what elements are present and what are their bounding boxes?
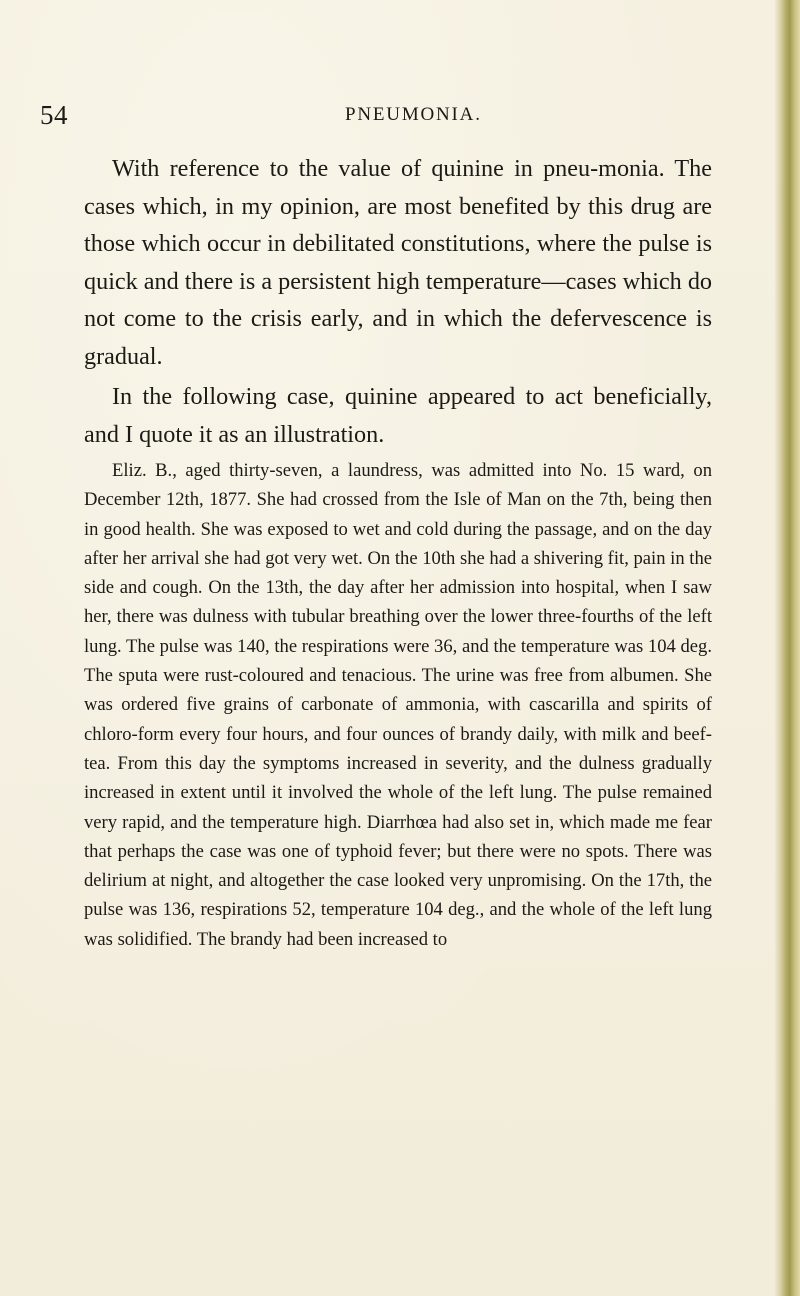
page-binding-edge: [774, 0, 800, 1296]
running-head: PNEUMONIA.: [345, 104, 482, 125]
paragraph-quinine-value: With reference to the value of quinine in pneu-monia. The cases which, in my opinion, are most benefited by this drug are those which occur in debilitated constitutions, where the pulse is quick and there is a persistent high temperature—cases which do not come to the crisis early, and in which the defervescence is gradual.: [84, 155, 713, 370]
paragraph-case-intro: In the following case, quinine appeared to act beneficially, and I quote it as an illustration.: [84, 383, 712, 448]
page-number: 54: [40, 100, 68, 130]
page-header: [40, 100, 740, 134]
paragraph-case-report: Eliz. B., aged thirty-seven, a laundress, was admitted into No. 15 ward, on December 12th, 1877. She had crossed from the Isle of Man on the 7th, being then in good health. She was exposed to wet and cold during the passage, and on the day after her arrival she had got very wet. On the 10th she had a shivering fit, pain in the side and cough. On the 13th, the day after her admission into hospital, when I saw her, there was dulness with tubular breathing over the lower three-fourths of the left lung. The pulse was 140, the respirations were 36, and the temperature was 104 deg. The sputa were rust-coloured and tenacious. The urine was free from albumen. She was ordered five grains of carbonate of ammonia, with cascarilla and spirits of chloro-form every four hours, and four ounces of brandy daily, with milk and beef-tea. From this day the symptoms increased in severity, and the dulness gradually increased in extent until it involved the whole of the left lung. The pulse remained very rapid, and the temperature high. Diarrhœa had also set in, which made me fear that perhaps the case was one of typhoid fever; but there were no spots. There was delirium at night, and altogether the case looked very unpromising. On the 17th, the pulse was 136, respirations 52, temperature 104 deg., and the whole of the left lung was solidified. The brandy had been increased to: [84, 460, 712, 950]
